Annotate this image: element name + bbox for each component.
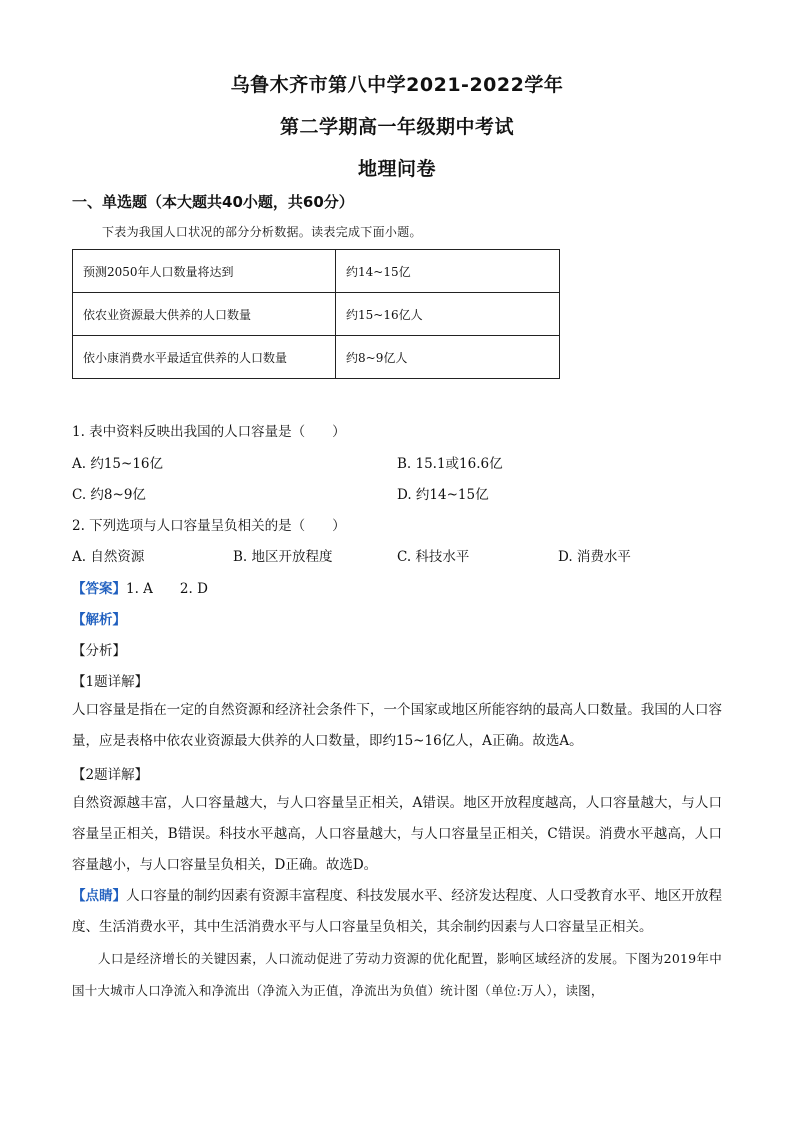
table-cell: 依小康消费水平最适宜供养的人口数量: [73, 336, 336, 379]
table-intro: 下表为我国人口状况的部分分析数据。读表完成下面小题。: [102, 225, 422, 239]
next-question-intro: 人口是经济增长的关键因素，人口流动促进了劳动力资源的优化配置，影响区域经济的发展。下图为2019年中国十大城市人口净流入和净流出（净流入为正值，净流出为负值）统计图（单位:万人），读图，: [72, 951, 722, 998]
exam-title-term: 第二学期高一年级期中考试: [279, 116, 514, 138]
table-cell: 依农业资源最大供养的人口数量: [73, 293, 336, 336]
table-cell: 约8~9亿人: [336, 336, 560, 379]
exam-title-subject: 地理问卷: [357, 158, 436, 180]
question-1-option-c: C. 约8~9亿: [72, 487, 146, 503]
question-1-stem: 1. 表中资料反映出我国的人口容量是（ ）: [72, 424, 346, 440]
population-table: [72, 249, 560, 379]
section-heading: 一、单选题（本大题共40小题，共60分）: [72, 193, 354, 211]
question-2-option-b: B. 地区开放程度: [233, 549, 333, 565]
detail-1-text: 人口容量是指在一定的自然资源和经济社会条件下，一个国家或地区所能容纳的最高人口数量。我国的人口容量，应是表格中依农业资源最大供养的人口数量，即约15~16亿人，A正确。故选A。: [72, 702, 722, 749]
detail-2-tag: 【2题详解】: [72, 767, 149, 783]
exam-title-school: 乌鲁木齐市第八中学2021-2022学年: [230, 74, 564, 96]
question-1-option-d: D. 约14~15亿: [397, 487, 489, 503]
table-cell: 预测2050年人口数量将达到: [73, 250, 336, 293]
question-2-option-c: C. 科技水平: [397, 549, 470, 565]
answer-line: [72, 577, 208, 597]
answer-text: 1. A 2. D: [126, 581, 208, 597]
table-row: [73, 336, 560, 379]
question-2-option-a: A. 自然资源: [72, 549, 145, 565]
dianjing-text: 人口容量的制约因素有资源丰富程度、科技发展水平、经济发达程度、人口受教育水平、地区开放程度、生活消费水平，其中生活消费水平与人口容量呈负相关，其余制约因素与人口容量呈正相关。: [72, 888, 723, 935]
table-row: [73, 250, 560, 293]
table-row: [73, 293, 560, 336]
question-2-stem: 2. 下列选项与人口容量呈负相关的是（ ）: [72, 518, 346, 534]
question-1-option-b: B. 15.1或16.6亿: [397, 456, 503, 472]
answer-tag: 【答案】: [72, 581, 126, 597]
detail-1-tag: 【1题详解】: [72, 674, 149, 690]
fenxi-tag: 【分析】: [72, 643, 126, 659]
dianjing-tag: 【点睛】: [72, 888, 127, 904]
analysis-tag: 【解析】: [72, 612, 126, 628]
question-2-option-d: D. 消费水平: [558, 549, 631, 565]
dianjing-block: [72, 881, 722, 943]
table-cell: 约14~15亿: [336, 250, 560, 293]
table-cell: 约15~16亿人: [336, 293, 560, 336]
question-1-option-a: A. 约15~16亿: [72, 456, 163, 472]
detail-2-text: 自然资源越丰富，人口容量越大，与人口容量呈正相关，A错误。地区开放程度越高，人口容量越大，与人口容量呈正相关，B错误。科技水平越高，人口容量越大，与人口容量呈正相关，C错误。消费水平越高，人口容量越小，与人口容量呈负相关，D正确。故选D。: [72, 795, 722, 873]
